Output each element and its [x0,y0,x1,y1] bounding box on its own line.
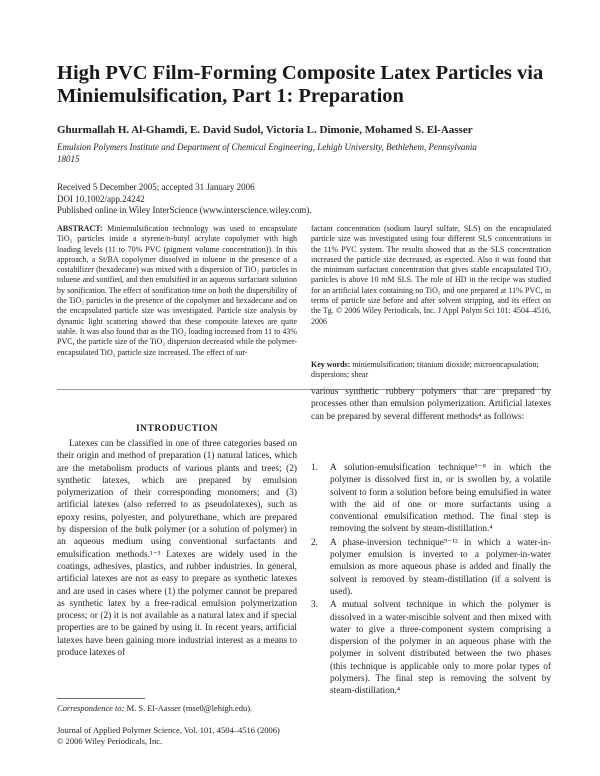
author-list: Ghurmallah H. Al-Ghamdi, E. David Sudol, Victoria L. Dimonie, Mohamed S. El-Aasser [57,124,473,136]
published-online: Published online in Wiley InterScience (www.interscience.wiley.com). [57,205,312,215]
list-item-number: 3. [311,600,318,611]
keywords-label: Key words: [311,360,351,369]
doi[interactable]: DOI 10.1002/app.24242 [57,193,145,204]
list-item-text: A solution-emulsification technique⁵⁻⁸ in which the polymer is dissolved first in, or is swollen by, a volatile solvent to form a solution before being emulsified in water with the aid of one or more surfactants using a conventional emulsification method. The final step is removing the solvent by steam-distillation.⁴ [330,463,551,535]
journal-copyright: © 2006 Wiley Periodicals, Inc. [57,736,163,746]
keywords-text: miniemulsification; titanium dioxide; microencapsulation; dispersions; shear [311,360,539,380]
keywords [311,360,551,381]
list-item [311,599,551,697]
abstract-left [57,224,297,358]
affiliation: Emulsion Polymers Institute and Department of Chemical Engineering, Lehigh University, Bethlehem, Pennsylvania 18015 [57,142,477,164]
list-item [311,462,551,536]
footnote-divider [57,698,145,699]
section-heading-introduction: INTRODUCTION [135,424,218,434]
list-item-text: A mutual solvent technique in which the polymer is dissolved in a water-miscible solvent and then mixed with water to give a three-component system comprising a dispersion of the polymer in an aqueous phase with the polymer in solvent distributed between the two phases (this technique is applicable only to more polar types of polymers). The final step is removing the solvent by steam-distillation.⁴ [330,600,551,697]
list-item-number: 2. [311,537,318,548]
abstract-label: ABSTRACT: [57,224,103,233]
methods-list [311,462,551,699]
correspondence-text: M. S. El-Aasser (mse0@lehigh.edu). [126,703,253,713]
received-date: Received 5 December 2005; accepted 31 January 2006 [57,182,255,192]
list-item-number: 1. [311,463,318,473]
correspondence-label: Correspondence to: [57,703,125,713]
journal-info [57,725,317,747]
abstract-text-part2: factant concentration (sodium lauryl sulfate, SLS) on the encapsulated particle size was investigated using four different SLS concentrations in the 11% PVC system. The results showed that as the SLS concentration increased the particle size decreased, as expected. Also it was found that the minimum surfactant concentration that gives stable encapsulated TiO₂ particles is above 10 mM SLS. The role of HD in the recipe was studied for an artificial latex containing no TiO₂ and one prepared at 11% PVC, in terms of particle size before and after solvent stripping, and its effect on the Tg. © 2006 Wiley Periodicals, Inc. J Appl Polym Sci 101: 4504–4516, 2006 [311,224,551,326]
list-item-text: A phase-inversion technique⁹⁻¹² in which a water-in-polymer emulsion is inverted to a polymer-in-water emulsion as more aqueous phase is added and finally the solvent is removed by steam-distillation (if a solvent is used). [330,537,551,597]
abstract-text-part1: Miniemulsification technology was used to encapsulate TiO₂ particles inside a styrene/n-butyl acrylate copolymer with high loading levels (11 to 70% PVC (pigment volume concentration)). In this approach, a St/BA copolymer dissolved in toluene in the presence of a costabilizer (hexadecane) was mixed with a dispersion of TiO₂ particles in toluene and sonified, and then emulsified in an aqueous surfactant solution by sonification. The effect of sonification time on both the dispersibility of the TiO₂ particles in the presence of the copolymer and hexadecane and on the encapsulated particle size was investigated. Particle size analysis by dynamic light scattering showed that these composite latexes are quite stable. It was also found that as the TiO₂ loading increased from 11 to 43% PVC, the particle size of the TiO₂ dispersion decreased while the polymer-encapsulated TiO₂ particle size increased. The effect of sur- [57,224,298,357]
correspondence-footnote [57,703,297,713]
article-title: High PVC Film-Forming Composite Latex Particles via Miniemulsification, Part 1: Preparation [57,62,544,107]
list-item [311,537,551,598]
abstract-right [311,224,551,327]
journal-citation: Journal of Applied Polymer Science, Vol. 101, 4504–4516 (2006) [57,725,280,735]
introduction-paragraph: Latexes can be classified in one of three categories based on their origin and method of preparation (1) natural latices, which are the metabolism products of various plants and trees; (2) synthetic latexes, which are prepared by emulsion polymerization of their corresponding monomers; and (3) artificial latexes (also referred to as pseudolatexes), such as epoxy resins, polyester, and polyurethane, which are prepared by dispersion of the bulk polymer (or a solution of polymer) in an aqueous medium using conventional surfactants and emulsification methods.¹⁻³ Latexes are widely used in the coatings, adhesives, plastics, and rubber industries. In general, artificial latexes are not as easy to prepare as synthetic latexes and are used in cases where (1) the polymer cannot be prepared as synthetic latex by a free-radical emulsion polymerization process; or (2) it is not available as a natural latex and if special properties are to be gained by using it. In recent years, artificial latexes have been gaining more industrial interest as a means to produce latexes of [57,439,297,659]
right-column-paragraph: various synthetic rubbery polymers that are prepared by processes other than emulsion polymerization. Artificial latexes can be prepared by several different methods⁴ as follows: [311,387,551,422]
publication-dates [57,182,497,217]
